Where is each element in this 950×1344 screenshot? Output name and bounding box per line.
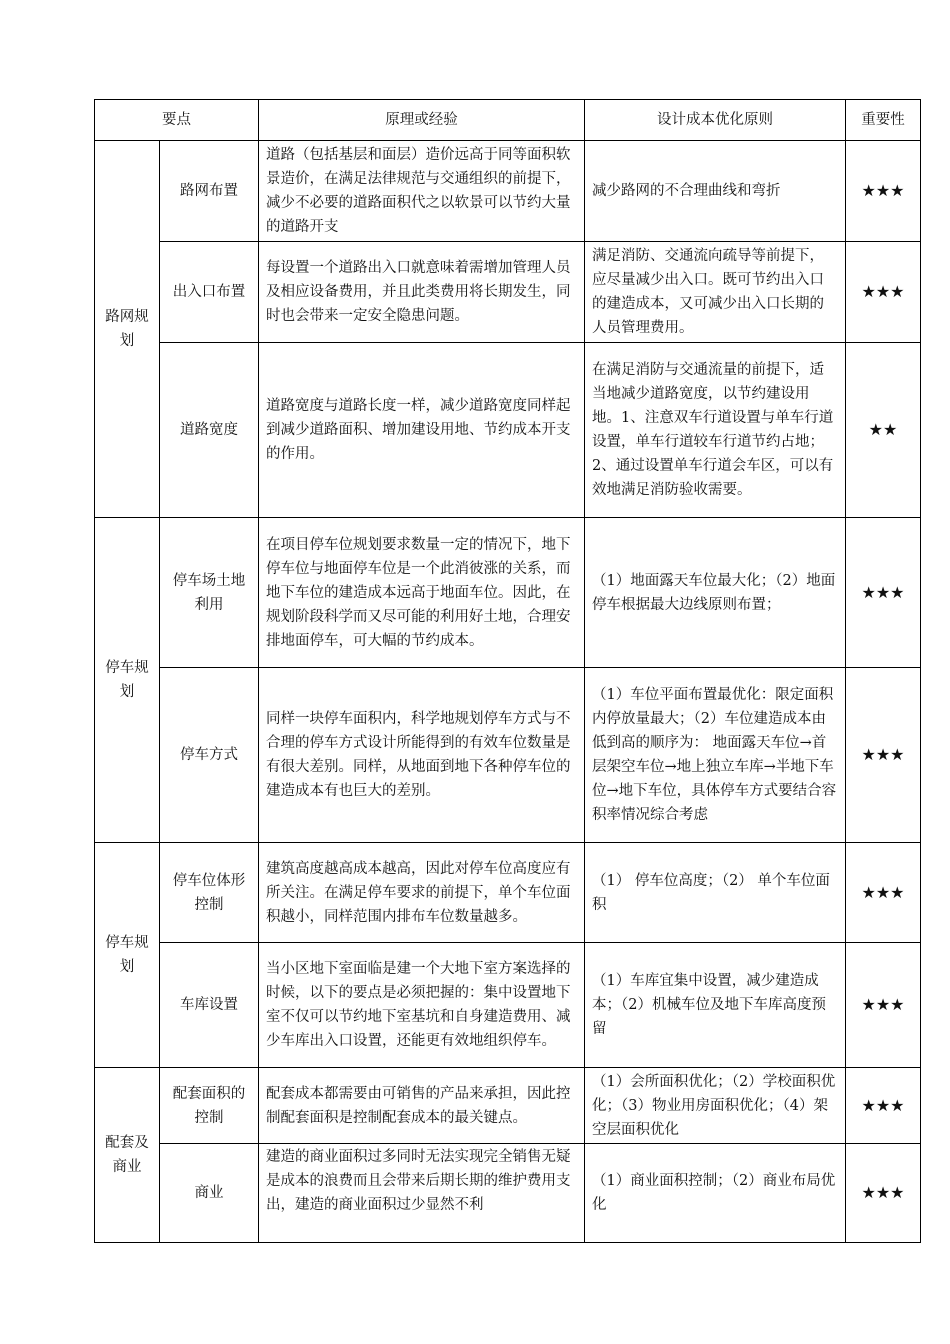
category-cell: 停车规划: [95, 843, 160, 1068]
importance-stars: ★★★: [846, 943, 921, 1068]
table-header-row: [95, 100, 921, 141]
optimization-cell: （1）商业面积控制；（2）商业布局优化: [585, 1144, 846, 1243]
optimization-cell: （1）车位平面布置最优化：限定面积内停放量最大；（2）车位建造成本由低到高的顺序为： 地面露天车位→首层架空车位→地上独立车库→半地下车位→地下车位，具体停车方式要结合容积率情况综合考虑: [585, 668, 846, 843]
item-cell: 配套面积的控制: [160, 1068, 259, 1144]
item-cell: 道路宽度: [160, 343, 259, 518]
table-row: [95, 518, 921, 668]
importance-stars: ★★★: [846, 141, 921, 242]
principle-cell: 配套成本都需要由可销售的产品来承担，因此控制配套面积是控制配套成本的最关键点。: [259, 1068, 585, 1144]
category-cell: 配套及商业: [95, 1068, 160, 1243]
principle-cell: 道路（包括基层和面层）造价远高于同等面积软景造价，在满足法律规范与交通组织的前提下，减少不必要的道路面积代之以软景可以节约大量的道路开支: [259, 141, 585, 242]
table-row: [95, 242, 921, 343]
table-row: [95, 668, 921, 843]
table-row: [95, 343, 921, 518]
table-row: [95, 1144, 921, 1243]
principle-cell: 道路宽度与道路长度一样，减少道路宽度同样起到减少道路面积、增加建设用地、节约成本开支的作用。: [259, 343, 585, 518]
principle-cell: 每设置一个道路出入口就意味着需增加管理人员及相应设备费用，并且此类费用将长期发生，同时也会带来一定安全隐患问题。: [259, 242, 585, 343]
table-row: [95, 1068, 921, 1144]
principle-cell: 当小区地下室面临是建一个大地下室方案选择的时候，以下的要点是必须把握的：集中设置地下室不仅可以节约地下室基坑和自身建造费用、减少车库出入口设置，还能更有效地组织停车。: [259, 943, 585, 1068]
optimization-cell: 在满足消防与交通流量的前提下，适当地减少道路宽度，以节约建设用地。1、注意双车行道设置与单车行道设置，单车行道较车行道节约占地；2、通过设置单车行道会车区，可以有效地满足消防验收需要。: [585, 343, 846, 518]
item-cell: 停车方式: [160, 668, 259, 843]
importance-stars: ★★★: [846, 668, 921, 843]
importance-stars: ★★★: [846, 518, 921, 668]
table-row: [95, 843, 921, 943]
item-cell: 路网布置: [160, 141, 259, 242]
item-cell: 停车位体形控制: [160, 843, 259, 943]
category-cell: 路网规划: [95, 141, 160, 518]
optimization-cell: （1）会所面积优化；（2）学校面积优化；（3）物业用房面积优化；（4）架空层面积优化: [585, 1068, 846, 1144]
principle-text: 建造的商业面积过多同时无法实现完全销售无疑是成本的浪费而且会带来后期长期的维护费用支出，建造的商业面积过少显然不利: [266, 1149, 571, 1213]
header-optimization: 设计成本优化原则: [585, 100, 846, 141]
item-cell: 车库设置: [160, 943, 259, 1068]
optimization-cell: （1）地面露天车位最大化；（2）地面停车根据最大边线原则布置；: [585, 518, 846, 668]
importance-stars: ★★★: [846, 242, 921, 343]
principle-cell: [259, 1144, 585, 1243]
optimization-cell: 满足消防、交通流向疏导等前提下，应尽量减少出入口。既可节约出入口的建造成本，又可减少出入口长期的人员管理费用。: [585, 242, 846, 343]
header-principle: 原理或经验: [259, 100, 585, 141]
principle-cell: 同样一块停车面积内，科学地规划停车方式与不合理的停车方式设计所能得到的有效车位数量是有很大差别。同样，从地面到地下各种停车位的建造成本有也巨大的差别。: [259, 668, 585, 843]
table-row: [95, 141, 921, 242]
item-cell: 停车场土地利用: [160, 518, 259, 668]
principle-cell: 建筑高度越高成本越高，因此对停车位高度应有所关注。在满足停车要求的前提下，单个车位面积越小，同样范围内排布车位数量越多。: [259, 843, 585, 943]
optimization-cell: （1） 停车位高度；（2） 单个车位面积: [585, 843, 846, 943]
optimization-cell: 减少路网的不合理曲线和弯折: [585, 141, 846, 242]
category-cell: 停车规划: [95, 518, 160, 843]
importance-stars: ★★★: [846, 843, 921, 943]
header-key-points: 要点: [95, 100, 259, 141]
cost-optimization-table: [94, 99, 921, 1243]
importance-stars: ★★★: [846, 1068, 921, 1144]
item-cell: 出入口布置: [160, 242, 259, 343]
item-cell: 商业: [160, 1144, 259, 1243]
importance-stars: ★★★: [846, 1144, 921, 1243]
principle-cell: 在项目停车位规划要求数量一定的情况下，地下停车位与地面停车位是一个此消彼涨的关系，而地下车位的建造成本远高于地面车位。因此，在规划阶段科学而又尽可能的利用好土地，合理安排地面停车，可大幅的节约成本。: [259, 518, 585, 668]
header-importance: 重要性: [846, 100, 921, 141]
table-row: [95, 943, 921, 1068]
optimization-cell: （1）车库宜集中设置，减少建造成本；（2）机械车位及地下车库高度预留: [585, 943, 846, 1068]
importance-stars: ★★: [846, 343, 921, 518]
